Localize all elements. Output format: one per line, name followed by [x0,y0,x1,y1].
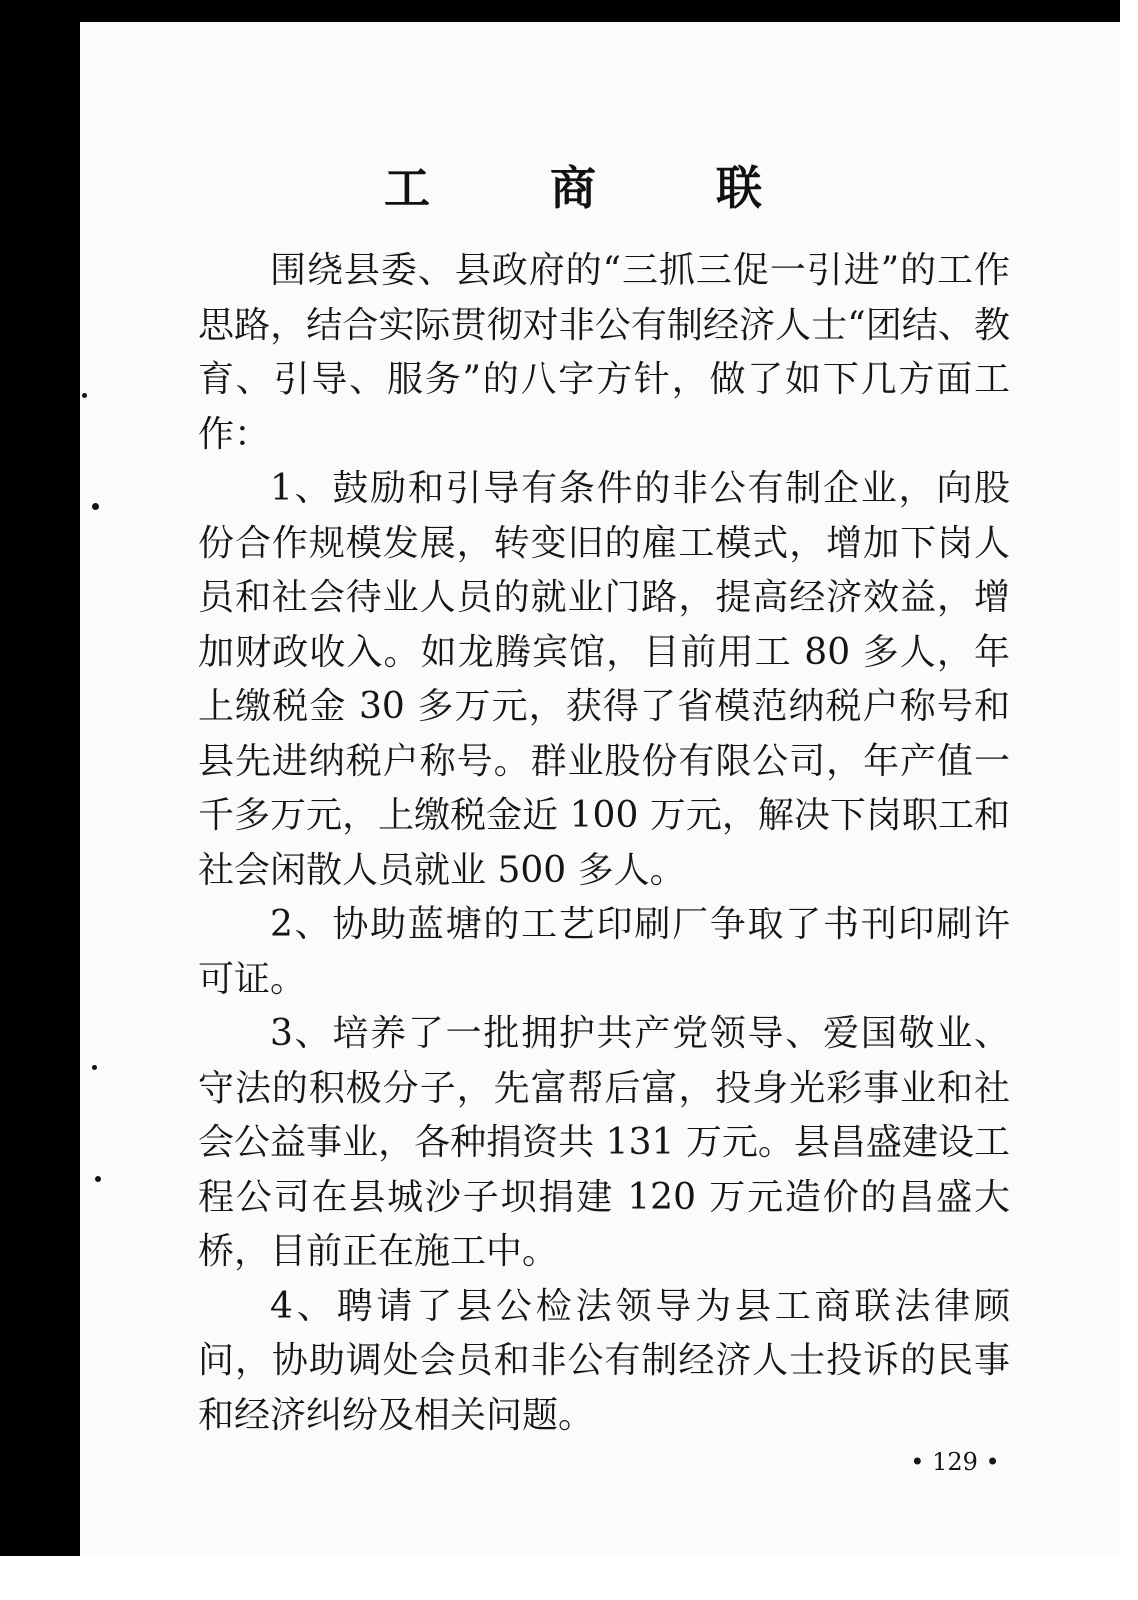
intro-paragraph: 围绕县委、县政府的“三抓三促一引进”的工作思路，结合实际贯彻对非公有制经济人士“团结、教育、引导、服务”的八字方针，做了如下几方面工作： [198,250,1010,455]
item-1-paragraph: 1、鼓励和引导有条件的非公有制企业，向股份合作规模发展，转变旧的雇工模式，增加下岗人员和社会待业人员的就业门路，提高经济效益，增加财政收入。如龙腾宾馆，目前用工 80 多人，年上缴税金 30 多万元，获得了省模范纳税户称号和县先进纳税户称号。群业股份有限公司，年产值一千多万元，上缴税金近 100 万元，解决下岗职工和社会闲散人员就业 500 多人。 [198,468,1010,891]
page-number: • 129 • [910,1448,1000,1476]
document-body [198,244,1010,1443]
right-margin [1120,0,1138,1600]
scan-speck [82,393,87,398]
item-3-paragraph: 3、培养了一批拥护共产党领导、爱国敬业、守法的积极分子，先富帮后富，投身光彩事业和社会公益事业，各种捐资共 131 万元。县昌盛建设工程公司在县城沙子坝捐建 120 万元造价的昌盛大桥，目前正在施工中。 [198,1013,1010,1272]
item-4-paragraph: 4、聘请了县公检法领导为县工商联法律顾问，协助调处会员和非公有制经济人士投诉的民事和经济纠纷及相关问题。 [198,1285,1010,1436]
item-2-paragraph: 2、协助蓝塘的工艺印刷厂争取了书刊印刷许可证。 [198,904,1010,1000]
scan-speck [95,1176,101,1182]
bottom-margin [0,1556,1138,1600]
scan-speck [92,1065,97,1070]
page-title: 工 商 联 [383,161,815,215]
scan-speck [92,503,99,510]
